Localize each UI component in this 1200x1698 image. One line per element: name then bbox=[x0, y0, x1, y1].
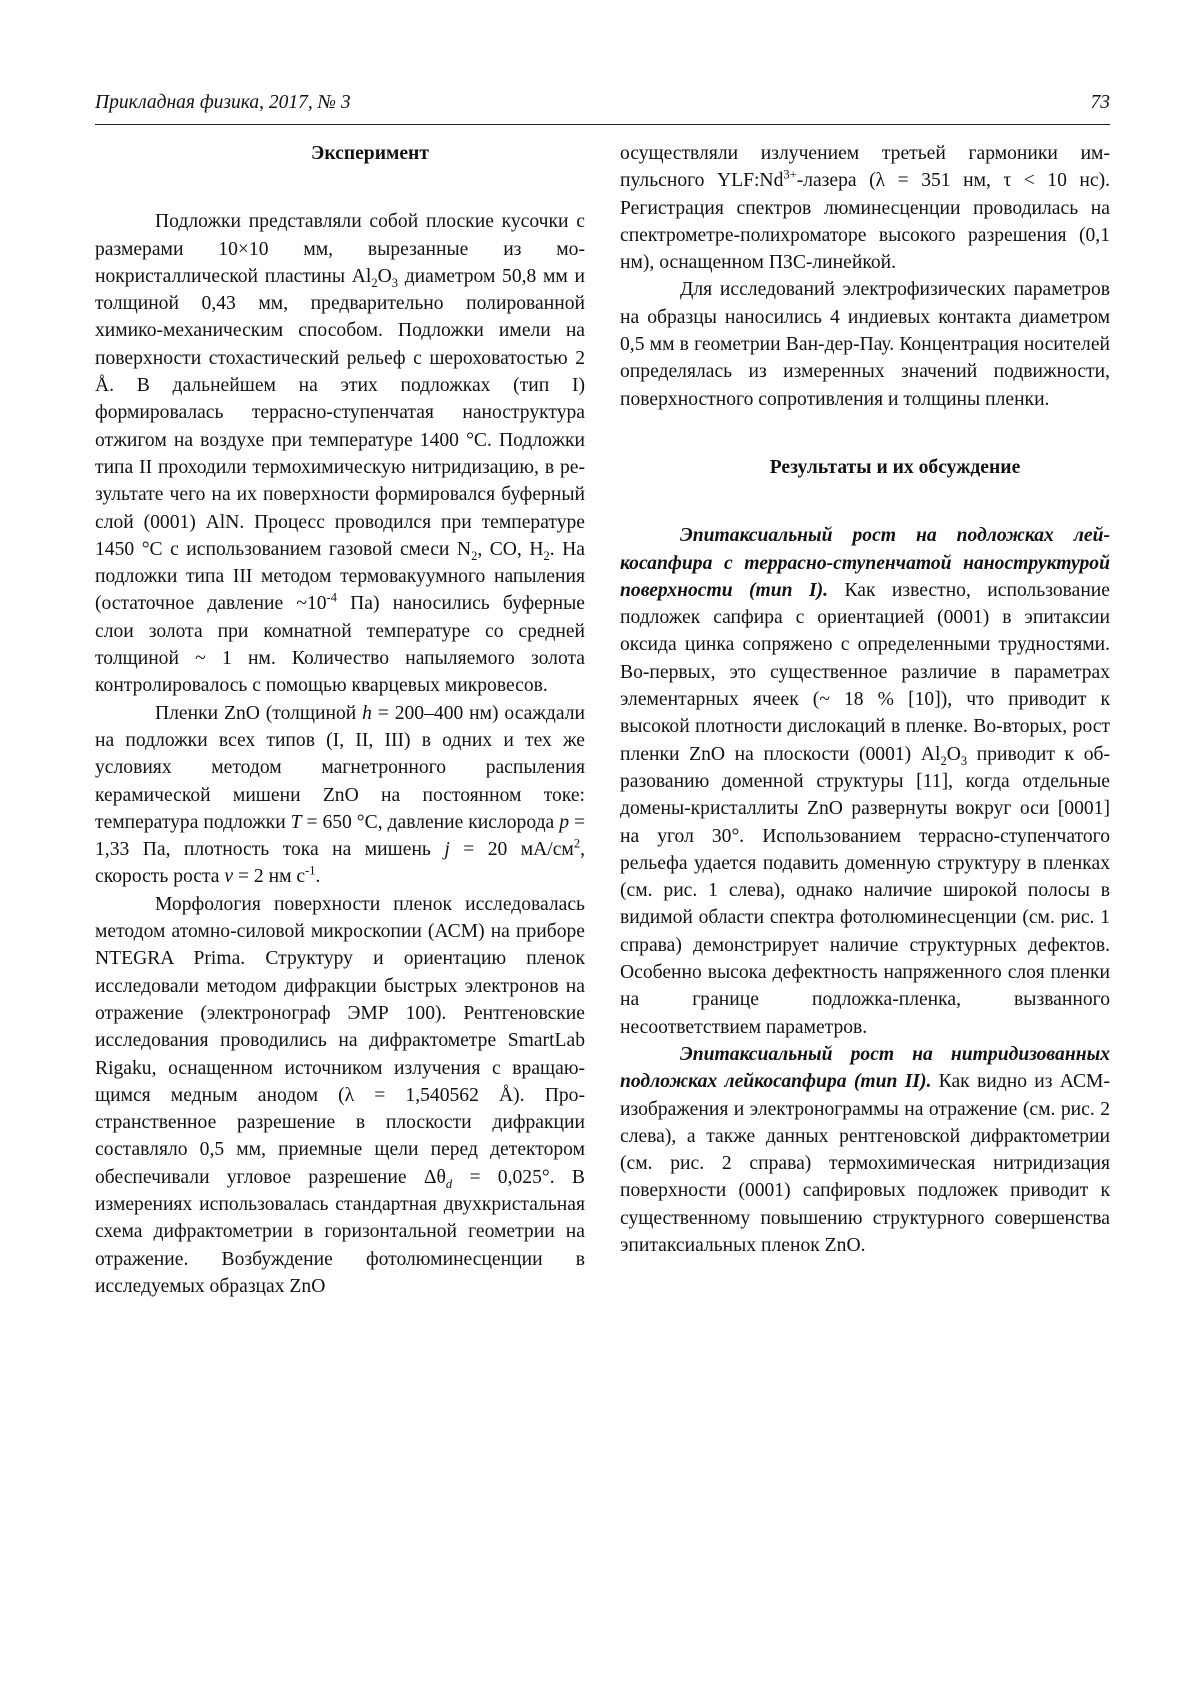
section-title-experiment: Эксперимент bbox=[311, 143, 429, 164]
paragraph-zno-films: Пленки ZnO (толщиной h = 200–400 нм) осаждали на подложки всех типов (I, II, III) в одних и тех же условиях методом магнетронного распыления керамической мишени ZnO на постоянном токе: температура подложки T = 650 °C, давление кислорода p = 1,33 Па, плотность тока на мишень j = 20 $мА/см^2$, скорость роста v = 2 нм $с^{-1}$. bbox=[95, 702, 585, 888]
left-column bbox=[95, 140, 585, 1300]
section-title-results: Результаты и их обсуждение bbox=[769, 456, 1021, 478]
paragraph-morphology: Морфология поверхности пленок исследовалась методом атомно-силовой микроскопии (АСМ) на приборе NTEGRA Prima. Структуру и ориентацию пленок исследовали методом дифракции быстрых электронов на отражение (электронограф ЭМР 100). Рентгеновские исследования проводились на дифрактометре SmartLab Rigaku, оснащенном источником излучения с вращающимся медным анодом (λ = 1,540562 Å). Пространственное разрешение в плоскости дифракции составляло 0,5 мм, приемные щели перед детектором обеспечивали угловое разрешение $\Delta\theta_d = 0,025^\circ$. В измерениях использовалась стандартная двухкристальная схема дифрактометрии в горизонтальной геометрии на отражение. Возбуждение фотолюминесценции в исследуемых образцах ZnO bbox=[95, 893, 585, 1297]
paragraph-substrates: Подложки представляли собой плоские кусочки с размерами 10×10 мм, вырезанные из монокристаллической пластины $Al_2O_3$ диаметром 50,8 мм и толщиной 0,43 мм, предварительно полированной химико-механическим способом. Подложки имели на поверхности стохастический рельеф с шероховатостью 2 Å. В дальнейшем на этих подложках (тип I) формировалась террасно-ступенчатая наноструктура отжигом на воздухе при температуре 1400 °C. Подложки типа II проходили термохимическую нитридизацию, в результате чего на их поверхности формировался буферный слой (0001) AlN. Процесс проводился при температуре 1450 °C с использованием газовой смеси $N_2$, CO, $H_2$. На подложки типа III методом термовакуумного напыления (остаточное давление $\sim 10^{-4}$ Па) наносились буферные слои золота при комнатной температуре со средней толщиной ~ 1 нм. Количество напыляемого золота контролировалось с помощью кварцевых микровесов. bbox=[95, 211, 585, 697]
page-number: 73 bbox=[1090, 92, 1110, 113]
page-header bbox=[95, 92, 1110, 125]
subheading-type-i: Эпитаксиальный рост на подложках лейкосапфира с террасно-ступенчатой наноструктурой поверхности (тип I). bbox=[620, 525, 1110, 601]
right-column bbox=[620, 140, 1110, 1259]
subheading-type-ii: Эпитаксиальный рост на нитридизованных подложках лейкосапфира (тип II). bbox=[620, 1043, 1110, 1093]
paragraph-electrophysics: Для исследований электрофизических параметров на образцы наносились 4 индиевых контакта диаметром 0,5 мм в геометрии Ван-дер-Пау. Концентрация носителей определялась из измеренных значений подвижности, поверхностного сопротивления и толщины пленки. bbox=[620, 279, 1110, 410]
running-title: Прикладная физика, 2017, № 3 bbox=[95, 92, 351, 113]
paragraph-type-ii: Эпитаксиальный рост на нитридизованных подложках лейкосапфира (тип II). Как видно из АСМ-изображения и электронограммы на отражение (см. рис. 2 слева), а также данных рентгеновской дифрактометрии (см. рис. 2 справа) термохимическая нитридизация поверхности (0001) сапфировых подложек приводит к существенному повышению структурного совершенства эпитаксиальных пленок ZnO. bbox=[620, 1043, 1110, 1256]
paragraph-type-i: Эпитаксиальный рост на подложках лейкосапфира с террасно-ступенчатой наноструктурой поверхности (тип I). Как известно, использование подложек сапфира с ориентацией (0001) в эпитаксии оксида цинка сопряжено с определенными трудностями. Во-первых, это существенное различие в параметрах элементарных ячеек (~ 18 % [10]), что приводит к высокой плотности дислокаций в пленке. Во-вторых, рост пленки ZnO на плоскости (0001) $Al_2O_3$ приводит к образованию доменной структуры [11], когда отдельные домены-кристаллиты ZnO развернуты вокруг оси [0001] на угол 30°. Использованием террасно-ступенчатого рельефа удается подавить доменную структуру в пленках (см. рис. 1 слева), однако наличие широкой полосы в видимой области спектра фотолюминесценции (см. рис. 1 справа) демонстрирует наличие структурных дефектов. Особенно высока дефектность напряженного слоя пленки на границе подложка-пленка, вызванного несоответствием параметров. bbox=[620, 525, 1110, 1038]
paragraph-photoluminescence: осуществляли излучением третьей гармоники импульсного $YLF:Nd^{3+}$-лазера (λ = 351 нм, τ < 10 нс). Регистрация спектров люминесценции проводилась на спектрометре-полихроматоре высокого разрешения (0,1 нм), оснащенном ПЗС-линейкой. bbox=[620, 143, 1110, 274]
